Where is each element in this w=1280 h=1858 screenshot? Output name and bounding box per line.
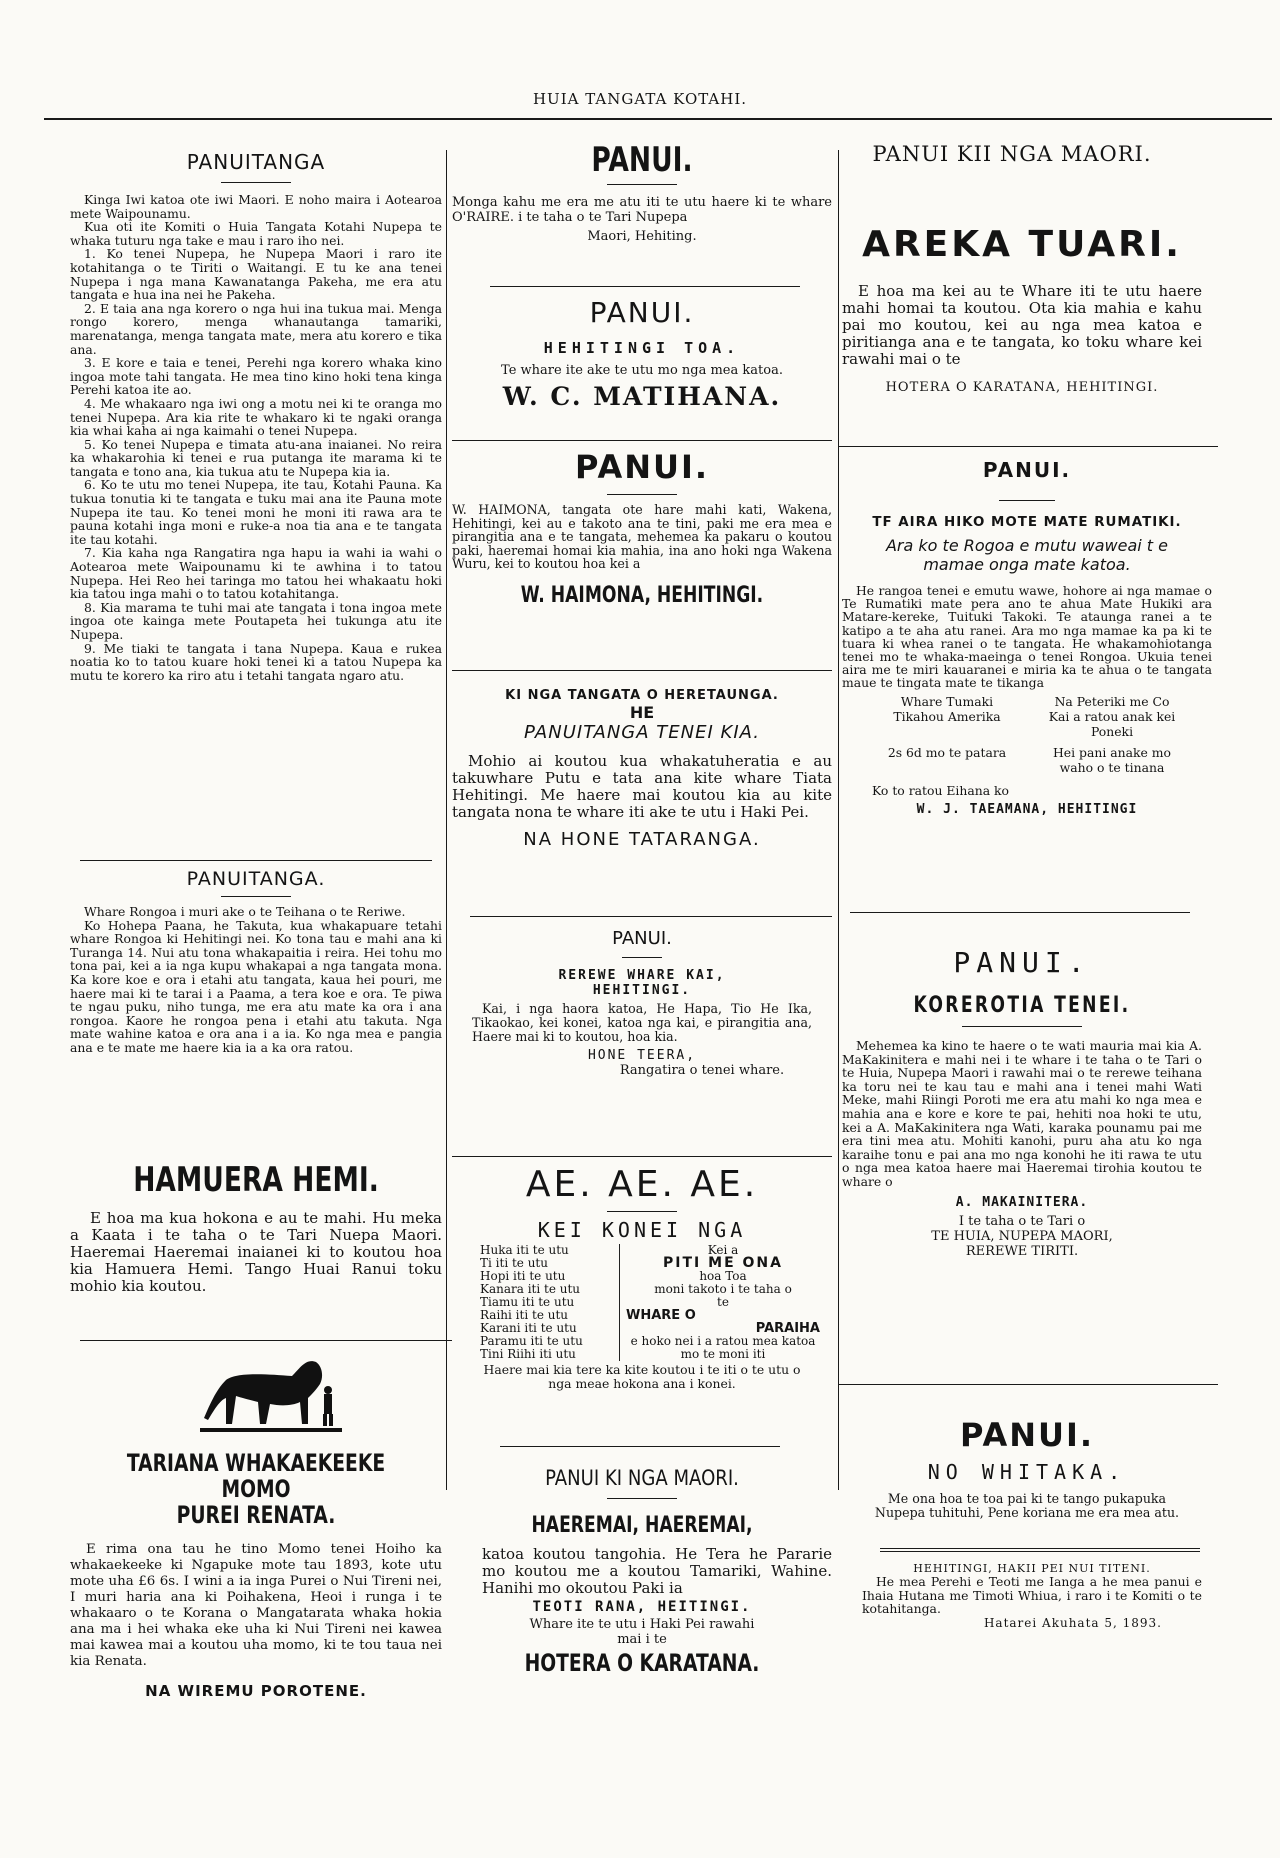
heretaunga-name: NA HONE TATARANGA. — [523, 829, 761, 850]
masthead: HUIA TANGATA KOTAHI. — [532, 90, 748, 108]
section-rule — [470, 916, 832, 917]
imprint-line1: HEHITINGI, HAKII PEI NUI TITENI. — [913, 1562, 1151, 1575]
panuitanga-item-3: 3. E kore e taia e tenei, Perehi nga korero whaka kino ingoa mote tahi tangata. He mea tino kino hoki tena kinga Perehi katoa ite ao. — [70, 355, 442, 398]
panuitanga2-text: Whare Rongoa i muri ake o te Teihana o te Reriwe. — [84, 904, 406, 919]
panui2-title: PANUI. — [589, 296, 695, 329]
panui3-title: PANUI. — [574, 448, 710, 486]
panuitanga-intro: Kinga Iwi katoa ote iwi Maori. E noho maira i Aotearoa mete Waipounamu. — [70, 192, 442, 221]
horse-icon — [196, 1350, 346, 1440]
panuitanga2-text2: Ko Hohepa Paana, he Takuta, kua whakapuare tetahi whare Rongoa ki Hehitingi nei. Ko tona tau e mahi ana ki Turanga 14. Nui atu tona whakapaitia i reira. Hei tohu mo tona pai, kei a ia nga kupu whakapai a nga tangata mona. Ka kore koe e ora i etahi atu tangata, kaua hei pouri, me haere mai ki te tarai i a Paama, a tera koe e ora. Te piwa te ngau puku, niho tunga, me era atu mate ka ora i ana rongoa. Kaore he rongoa pena i etahi atu takuta. Nga mate wahine katoa e ora ana i a ia. Ko nga mea e pangia ana e te mate me haere kia ia a ka ora ratou. — [70, 917, 442, 1055]
panui3-name: W. HAIMONA, HEHITINGI. — [520, 582, 764, 608]
panui-rumatiki-text: He rangoa tenei e emutu wawe, hohore ai nga mamae o Te Rumatiki mate pera ano te ahua Mate Hukiki ara Matare-kereke, Tuituki Takoki. Te ataunga ranei a te katipo a te aha atu ranei. Ara mo nga mamae ka pa ki te tuara ki whea ranei o te tangata. He whakamohiotanga tenei mo te whaka-maeinga o tenei Rongoa. Ukuia tenei aira me te miri kauaranei e miria ka te ahua o te tangata maue te tingata mate te tikanga — [842, 583, 1212, 691]
panui-maori-text2: Whare ite te utu i Haki Pei rawahi — [529, 1617, 755, 1632]
panui2-text: Te whare ite ake te utu mo nga mea katoa. — [501, 363, 783, 378]
panui-rumatiki-title: PANUI. — [982, 458, 1072, 482]
whitaka-ad — [842, 1416, 1212, 1519]
panuitanga-item-5: 5. Ko tenei Nupepa e timata atu-ana inaianei. No reira ka whakarohia ki tenei e rua putanga ite marama ki te tangata e tono ana, kia tukua atu te Nupepa kia ia. — [70, 436, 442, 479]
heretaunga-ad — [452, 688, 832, 850]
korerotia-text: Mehemea ka kino te haere o te wati mauria mai kia A. MaKakinitera e mahi nei i te whare i te taha o te Tari o te Huia, Nupepa Maori i rawahi mai o te rerewe teihana ka toru nei te kau tau e mahi ana i tenei mahi Wati Meke, mahi Riingi Poroti me era atu mahi ko nga mea e mahia ana e kore e kore te pai, hehiti noa hoki te utu, kei a A. MaKakinitera nga Wati, karaka pounamu pai me era tini mea atu. Mohiti kanohi, puru aha atu ko nga karaihe tonu e pai ana mo nga konohi he iti rawa te utu o nga mea katoa haere mai Haeremai tirohia koutou te whare o — [842, 1038, 1202, 1189]
divider — [221, 896, 291, 897]
ae-item: Huka iti te utu — [480, 1243, 569, 1257]
price: 2s 6d mo te patara — [887, 744, 1007, 760]
section-rule — [838, 446, 1218, 447]
panui-maori-sub: HAEREMAI, HAEREMAI, — [531, 1513, 753, 1538]
tariana-ad — [70, 1450, 442, 1700]
panui1-title: PANUI. — [591, 140, 693, 180]
ae-right-whare: WHARE O — [626, 1308, 696, 1323]
korerotia-name: A. MAKAINITERA. — [955, 1194, 1089, 1210]
korerotia-addr3: REREWE TIRITI. — [965, 1243, 1079, 1259]
panuitanga-title: PANUITANGA — [186, 150, 326, 174]
ae-right-paraiha: PARAIHA — [755, 1321, 820, 1336]
panuitanga-item-2: 2. E taia ana nga korero o nga hui ina tukua mai. Menga rongo korero, menga whanautanga tamariki, marenatanga, menga tangata mate, mera atu korero e tika ana. — [70, 300, 442, 357]
ae-right: hoa Toa — [699, 1269, 747, 1283]
panuitanga2-title: PANUITANGA. — [186, 868, 326, 890]
panui-rumatiki-ad — [842, 458, 1212, 817]
place: Hei pani anake mo — [1053, 744, 1171, 760]
panui1-text2: Maori, Hehiting. — [587, 229, 697, 244]
korerotia-sub: KOREROTIA TENEI. — [913, 993, 1131, 1018]
panui2-name: W. C. MATIHANA. — [502, 382, 782, 411]
panui4-role: Rangatira o tenei whare. — [619, 1063, 785, 1078]
ae-title: AE. AE. AE. — [525, 1164, 759, 1205]
panui4-text: Kai, i nga haora katoa, He Hapa, Tio He Ika, Tikaokao, kei konei, katoa nga kai, e pirangitia ana, Haere mai ki to koutou, hoa kia. — [472, 1001, 812, 1044]
ae-item: Tini Riihi iti utu — [480, 1347, 576, 1361]
divider — [221, 182, 291, 183]
heretaunga-text: Mohio ai koutou kua whakatuheratia e au takuwhare Putu e tata ana kite whare Tiata Hehitingi. Me haere mai koutou kia au kite tangata nona te whare iti ake te utu i Haki Pei. — [452, 752, 832, 821]
section-rule — [452, 1156, 832, 1157]
place: waho o te tinana — [1059, 759, 1165, 775]
korerotia-addr1: I te taha o te Tari o — [958, 1213, 1086, 1229]
column-divider-2 — [838, 150, 839, 1490]
areka-title: AREKA TUARI. — [862, 224, 1182, 265]
panui-maori-name: TEOTI RANA, HEITINGI. — [532, 1599, 752, 1615]
section-rule — [880, 1551, 1200, 1552]
panui4-name: HONE TEERA, — [587, 1048, 697, 1063]
panuitanga-item-1: 1. Ko tenei Nupepa, he Nupepa Maori i raro ite kotahitanga o te Tiriti o Waitangi. E tu ke ana tenei Nupepa i nga mana Kawanatanga Pakeha, me era atu tangata e hua ina nei he Pakeha. — [70, 246, 442, 303]
panui-maori-title: PANUI KI NGA MAORI. — [545, 1466, 739, 1490]
panui-rumatiki-agent: Ko to ratou Eihana ko — [872, 782, 1010, 798]
areka-ad — [842, 224, 1202, 395]
hamuera-text: E hoa ma kua hokona e au te mahi. Hu meka a Kaata i te taha o te Tari Nuepa Maori. Haeremai Haeremai inaianei ki to koutou hoa kia Hamuera Hemi. Tango Huai Ranui toku mohio kia koutou. — [70, 1209, 442, 1295]
panuitanga-item-7: 7. Kia kaha nga Rangatira nga hapu ia wahi ia wahi o Aotearoa mete Waipounamu ki te awhina i to tatou Nupepa. Hei Reo hei taringa mo tatou hei whakaatu hoki kia tatou inga mahi o to tatou kotahitanga. — [70, 545, 442, 602]
panuitanga-item-9: 9. Me tiaki te tangata i tana Nupepa. Kaua e rukea noatia ko to tatou kuare hoki tenei ki a tatou Nupepa ka mutu te korero ka riro atu i tetahi tangata ngaro atu. — [70, 640, 442, 683]
ae-ad — [452, 1164, 832, 1391]
section-rule — [452, 440, 832, 441]
panui3-text: W. HAIMONA, tangata ote hare mahi kati, Wakena, Hehitingi, kei au e takoto ana te tini, paki me era mea e pirangitia ana e te tangata, mehemea ka pakaru o koutou paki, haeremai homai kia mahia, ina ano hoki nga Wakena Wuru, kei to koutou hoa kei a — [452, 502, 832, 572]
korerotia-addr2: TE HUIA, NUPEPA MAORI, — [931, 1228, 1113, 1244]
divider — [607, 184, 677, 185]
panuitanga2-ad — [70, 868, 442, 1055]
panui-maori-text: katoa koutou tangohia. He Tera he Pararie mo koutou me a koutou Tamariki, Wahine. Hanihi mo okoutou Paki ia — [482, 1545, 832, 1597]
tariana-text: E rima ona tau he tino Momo tenei Hoiho ka whakaekeeke ki Ngapuke mote tau 1893, kote utu mote uha £6 6s. I wini a ia inga Purei o Nui Tireni nei, I muri haria ana ki Poihakena, Heoi i runga i te whakaaro o te Korana o Mangatarata whaka hokia ana ma i hei whaka eke uha ki Nui Tireni nei kawea mai kawea mai a koutou uha momo, ki te tou taua nei kia Renata. — [70, 1542, 442, 1669]
column-divider-1 — [446, 150, 447, 1490]
ae-item: Hopi iti te utu — [480, 1269, 566, 1283]
section-rule — [80, 1340, 452, 1341]
heretaunga-line2: HE — [629, 703, 655, 722]
hamuera-ad — [70, 1160, 442, 1295]
ae-item: Karani iti te utu — [480, 1321, 577, 1335]
ae-item: Raihi iti te utu — [480, 1308, 569, 1322]
panuitanga-item-6: 6. Ko te utu mo tenei Nupepa, ite tau, Kotahi Pauna. Ka tukua tonutia ki te tangata e tuku mai ana ite Pauna mote Nupepa ite tau. Ko tenei moni he moni iti rawa ara te pauna kotahi inga moni e ruke-a noa tia ana e te tangata ite tau kotahi. — [70, 477, 442, 547]
imprint-date: Hatarei Akuhata 5, 1893. — [983, 1615, 1162, 1630]
imprint — [862, 1562, 1202, 1630]
panuitanga-body — [70, 193, 442, 682]
panui-rumatiki-sub: TF AIRA HIKO MOTE MATE RUMATIKI. — [872, 515, 1182, 530]
divider — [622, 957, 662, 958]
whitaka-text: Me ona hoa te toa pai ki te tango pukapuka Nupepa tuhituhi, Pene koriana me era mea atu. — [874, 1491, 1180, 1520]
imprint-text: He mea Perehi e Teoti me Ianga a he mea panui e Ihaia Hutana me Timoti Whiua, i raro i te Komiti o te kotahitanga. — [862, 1574, 1202, 1617]
place: Poneki — [1090, 723, 1134, 739]
tariana-signature: NA WIREMU POROTENE. — [145, 1682, 367, 1700]
ae-item: Ti iti te utu — [480, 1256, 548, 1270]
col3-header-ad — [842, 142, 1182, 166]
place: Tikahou Amerika — [893, 708, 1001, 724]
panuitanga-ad — [70, 150, 442, 682]
whitaka-title: PANUI. — [959, 1416, 1095, 1454]
section-rule — [850, 912, 1190, 913]
panui-rumatiki-italic1: Ara ko te Rogoa e mutu waweai t e — [885, 536, 1168, 555]
korerotia-title: PANUI. — [953, 946, 1091, 979]
horse-image — [196, 1350, 346, 1440]
ae-footer: Haere mai kia tere ka kite koutou i te iti o te utu o nga meae hokona ana i konei. — [483, 1362, 801, 1391]
divider — [607, 1211, 677, 1212]
place: Whare Tumaki — [900, 693, 994, 709]
ae-item: Paramu iti te utu — [480, 1334, 583, 1348]
korerotia-ad — [842, 946, 1202, 1259]
ae-right-name: PITI ME ONA — [663, 1255, 783, 1271]
panui4-ad — [452, 928, 832, 1078]
panui2-ad — [452, 296, 832, 411]
panui4-sub1: REREWE WHARE KAI, — [558, 968, 726, 983]
tariana-title-1: TARIANA WHAKAEKEEKE MOMO — [126, 1449, 386, 1503]
panui1-text: Monga kahu me era me atu iti te utu haere ki te whare O'RAIRE. i te taha o te Tari Nupepa — [452, 195, 832, 225]
divider — [607, 1498, 677, 1499]
section-rule — [500, 1446, 780, 1447]
ae-item: Kanara iti te utu — [480, 1282, 581, 1296]
panui-rumatiki-italic2: mamae onga mate katoa. — [923, 555, 1131, 574]
ae-right: Kei a — [707, 1243, 739, 1257]
hamuera-title: HAMUERA HEMI. — [133, 1160, 379, 1200]
panui2-sub: HEHITINGI TOA. — [543, 339, 741, 357]
ae-item: Tiamu iti te utu — [480, 1295, 575, 1309]
areka-name: HOTERA O KARATANA, HEHITINGI. — [885, 380, 1159, 395]
panui-maori-text3: mai i te — [617, 1632, 667, 1647]
ae-sub: KEI KONEI NGA — [537, 1218, 747, 1242]
panui3-ad — [452, 448, 832, 608]
panui4-sub2: HEHITINGI. — [592, 983, 692, 998]
section-rule — [490, 286, 800, 287]
ae-right: moni takoto i te taha o — [654, 1282, 792, 1296]
panuitanga-intro2: Kua oti ite Komiti o Huia Tangata Kotahi Nupepa te whaka tuturu nga take e mau i raro iho nei. — [70, 219, 442, 248]
divider — [962, 1026, 1082, 1027]
panui-rumatiki-name: W. J. TAEAMANA, HEHITINGI — [916, 801, 1138, 817]
col3-header: PANUI KII NGA MAORI. — [872, 142, 1152, 166]
ae-right: e hoko nei i a ratou mea katoa mo te moni iti — [630, 1334, 816, 1361]
whitaka-sub: NO WHITAKA. — [927, 1460, 1127, 1484]
tariana-title-2: PUREI RENATA. — [176, 1501, 336, 1529]
place: Na Peteriki me Co — [1054, 693, 1170, 709]
section-rule — [880, 1548, 1200, 1549]
masthead-rule — [44, 118, 1272, 120]
panui-maori-ad — [452, 1466, 832, 1677]
panui1-ad — [452, 140, 832, 244]
panui4-title: PANUI. — [612, 928, 672, 949]
heretaunga-line1: KI NGA TANGATA O HERETAUNGA. — [505, 688, 779, 703]
heretaunga-line3: PANUITANGA TENEI KIA. — [523, 722, 761, 743]
place: Kai a ratou anak kei — [1048, 708, 1176, 724]
divider — [607, 494, 677, 495]
ae-right: te — [717, 1295, 729, 1309]
panuitanga2-body — [70, 905, 442, 1055]
section-rule — [80, 860, 432, 861]
divider — [999, 500, 1055, 501]
panuitanga-item-8: 8. Kia marama te tuhi mai ate tangata i tona ingoa mete ingoa ote kainga mete Poutapeta hei tukunga atu ite Nupepa. — [70, 599, 442, 642]
areka-text: E hoa ma kei au te Whare iti te utu haere mahi homai ta koutou. Ota kia mahia e kahu pai mo koutou, kei au nga mea katoa e piritianga ana e te tangata, ko toku whare kei rawahi mai o te — [842, 282, 1202, 368]
panui-maori-footer: HOTERA O KARATANA. — [524, 1649, 760, 1677]
panuitanga-item-4: 4. Me whakaaro nga iwi ong a motu nei ki te oranga mo tenei Nupepa. Ara kia rite te whakaro ki te ngaki oranga kia whai kaha ai nga kaimahi o tenei Nupepa. — [70, 395, 442, 439]
section-rule — [838, 1384, 1218, 1385]
section-rule — [452, 670, 832, 671]
